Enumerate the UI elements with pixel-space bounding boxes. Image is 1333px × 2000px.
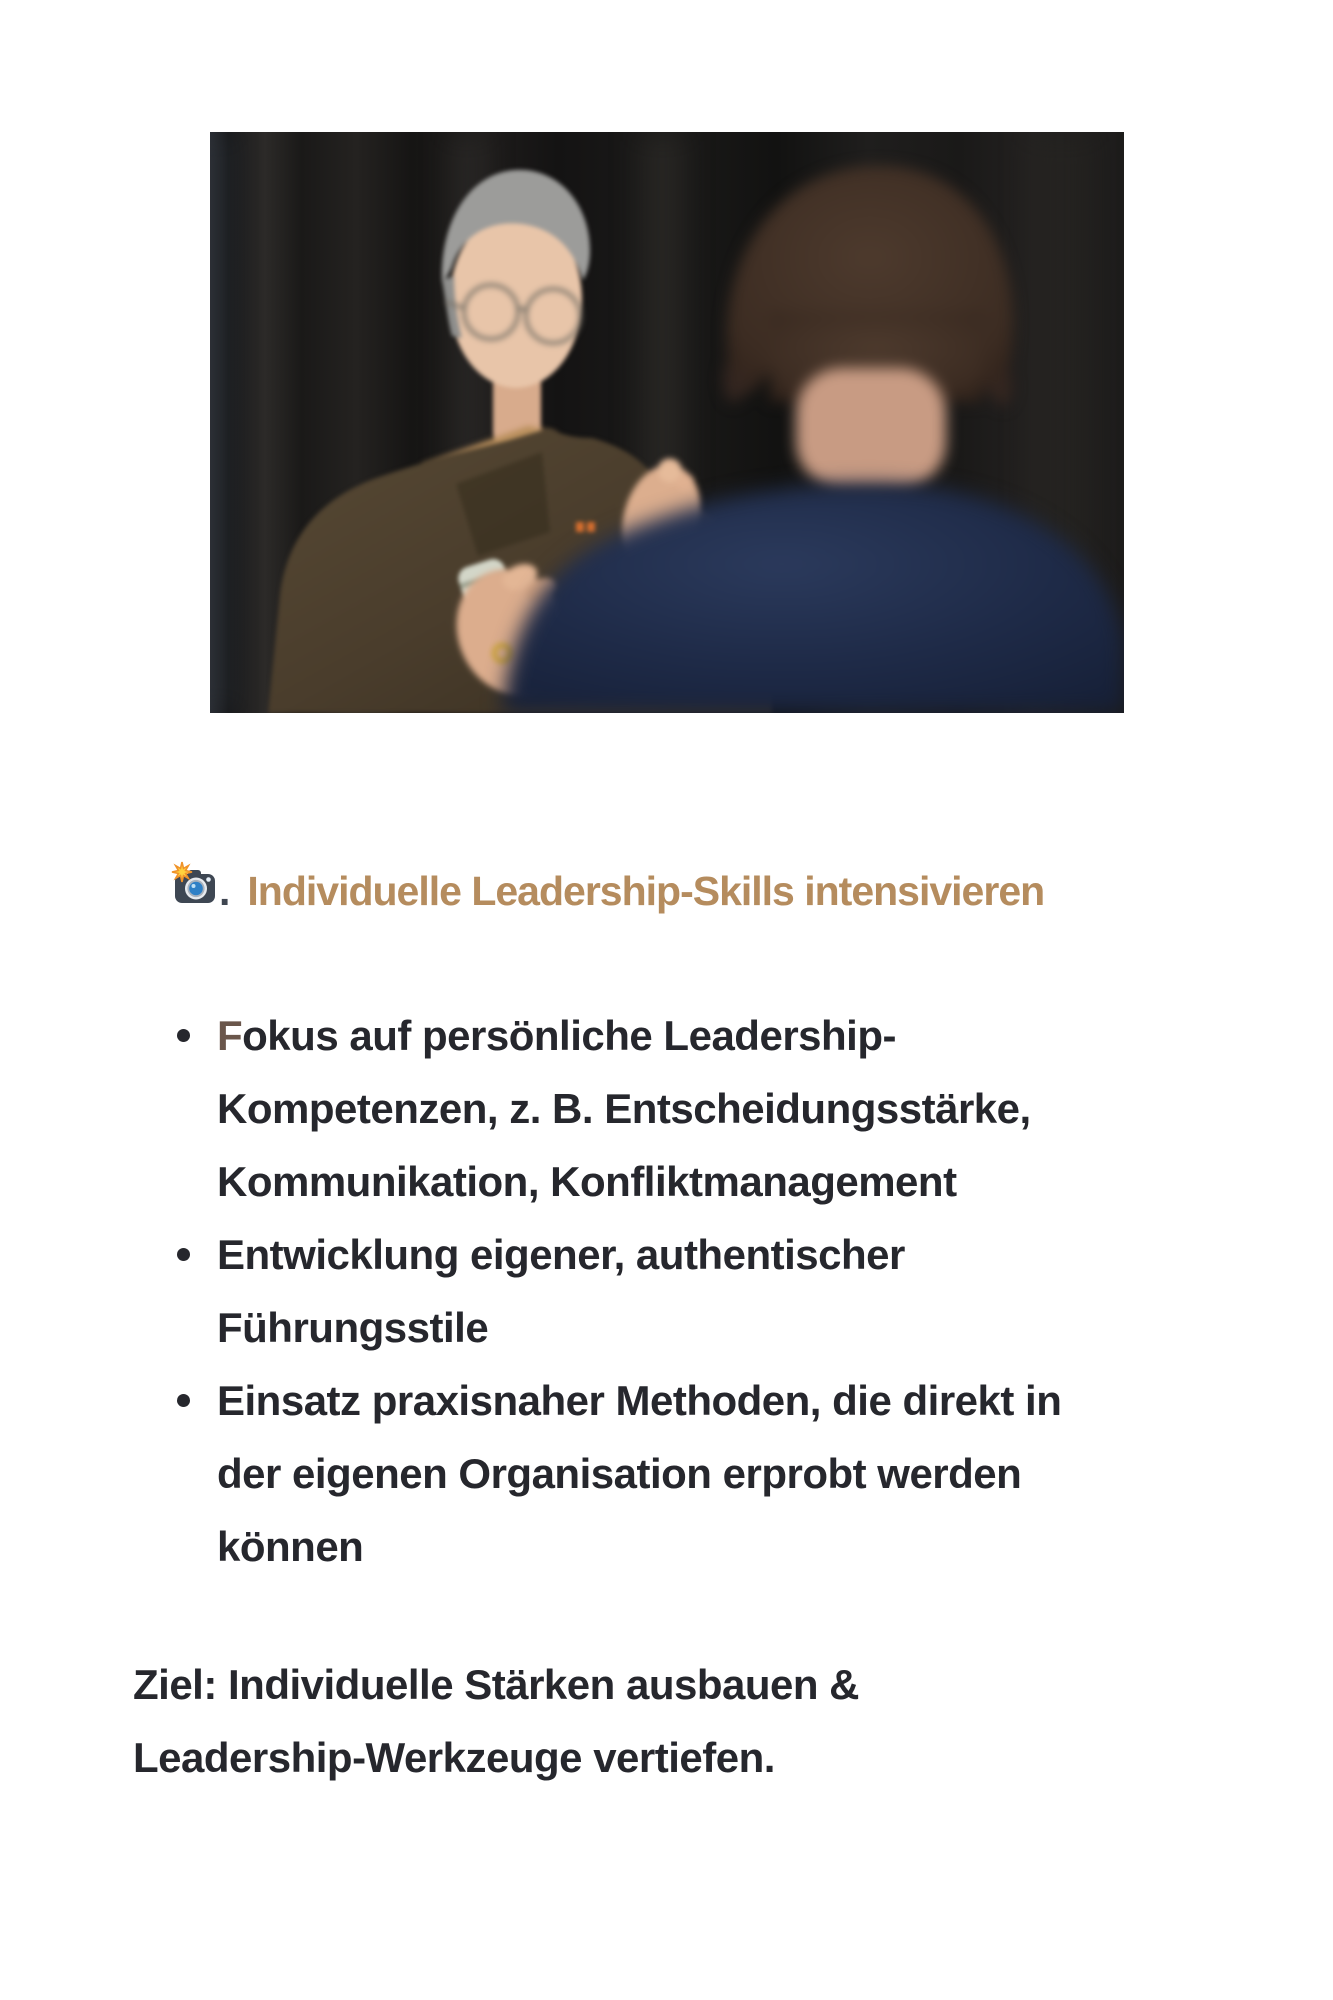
camera-with-flash-emoji-icon (171, 861, 217, 915)
section-heading (171, 869, 1044, 915)
list-item (217, 1218, 1061, 1364)
list-item-line: Führungsstile (217, 1304, 489, 1351)
lead-letter: F (217, 1012, 243, 1059)
goal-line: Ziel: Individuelle Stärken ausbauen & (133, 1661, 860, 1708)
list-item (217, 999, 1061, 1218)
list-item-line: Kompetenzen, z. B. Entscheidungsstärke, (217, 1085, 1031, 1132)
goal-paragraph (133, 1648, 859, 1794)
leadership-skills-list (217, 999, 1061, 1583)
coaching-photo (210, 132, 1124, 713)
list-item-line: Kommunikation, Konfliktmanagement (217, 1158, 957, 1205)
list-item-text: okus auf persönliche Leadership- (242, 1012, 896, 1059)
heading-text: Individuelle Leadership-Skills intensivieren (247, 868, 1045, 914)
list-item-line (217, 999, 1061, 1072)
list-item (217, 1364, 1061, 1583)
list-item-line: der eigenen Organisation erprobt werden (217, 1450, 1022, 1497)
list-item-line: können (217, 1523, 364, 1570)
list-item-line: Entwicklung eigener, authentischer (217, 1231, 905, 1278)
coaching-photo-graphic (210, 132, 1124, 713)
heading-separator: . (219, 868, 230, 914)
list-item-line: Einsatz praxisnaher Methoden, die direkt in (217, 1377, 1062, 1424)
goal-line: Leadership-Werkzeuge vertiefen. (133, 1734, 775, 1781)
